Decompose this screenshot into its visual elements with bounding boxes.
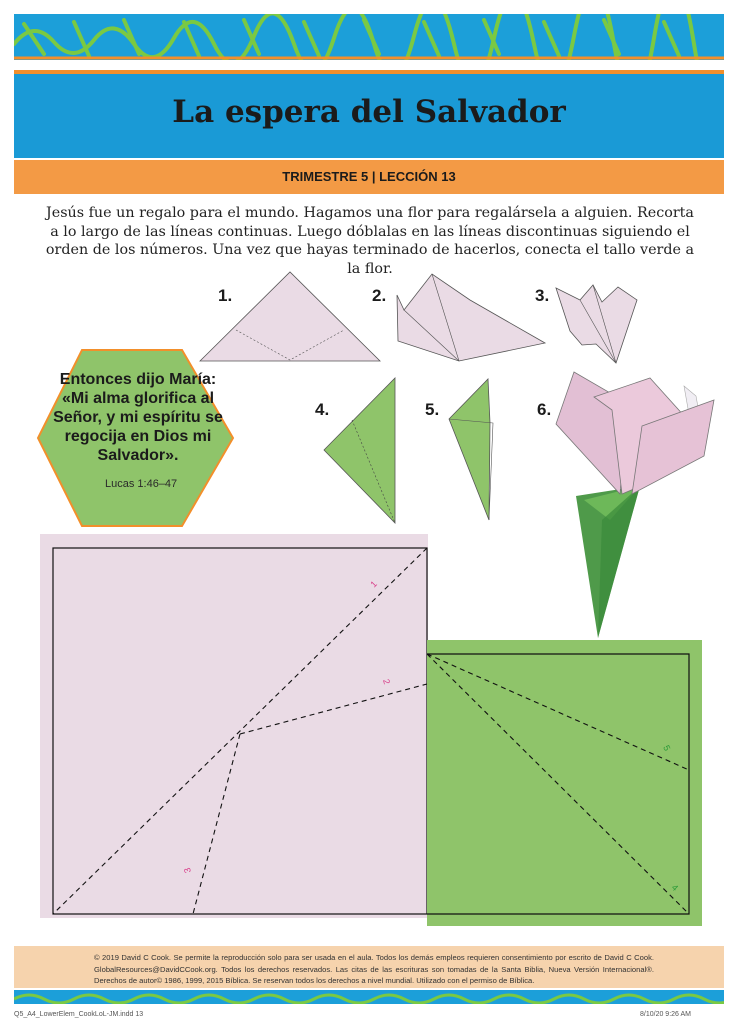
fold-label-5: 5 [661, 743, 673, 753]
fold-label-4: 4 [669, 882, 681, 893]
step-5-stem [449, 379, 493, 520]
footer-band [14, 946, 724, 988]
copyright-notice: © 2019 David C Cook. Se permite la reproducción solo para ser usada en el aula. Todos los demás empleos requieren consentimiento por escrito de David C Cook. GlobalResources@DavidCCook.org. Todos los derechos reservados. Las citas de las escrituras son tomadas de la Santa Biblia, Nueva Versión Internacional®. Derechos de autor© 1986, 1999, 2015 Bíblica. Se reservan todos los derechos a nivel mundial. Utilizado con el permiso de Bíblica. [94, 953, 654, 985]
pink-square-template [40, 534, 428, 918]
step-1-triangle [200, 272, 380, 361]
step-6-flower-image [556, 372, 714, 638]
step-number-4: 4. [315, 400, 330, 419]
fold-label-2: 2 [381, 677, 393, 686]
fold-label-3: 3 [181, 866, 193, 875]
step-number-5: 5. [425, 400, 440, 419]
fold-label-1: 1 [368, 578, 379, 590]
file-slug: Q5_A4_LowerElem_CookLoL-JM.indd 13 [14, 1011, 144, 1018]
step-number-6: 6. [537, 400, 552, 419]
step-number-3: 3. [535, 286, 550, 305]
verse-reference: Lucas 1:46–47 [105, 478, 178, 490]
step-4-stem [324, 378, 395, 523]
bottom-decorative-band [14, 990, 724, 1004]
date-slug: 8/10/20 9:26 AM [640, 1011, 691, 1018]
step-number-1: 1. [218, 286, 233, 305]
instructions-text: Jesús fue un regalo para el mundo. Hagamos una flor para regalársela a alguien. Recorta a lo largo de las líneas continuas. Luego dóblalas en las líneas discontinuas siguiendo el orden de los números. Una vez que hayas terminado de hacerlos, conecta el tallo verde a la flor. [45, 205, 695, 277]
step-2-folded [397, 274, 545, 361]
step-3-tulip [556, 285, 637, 363]
brush-stroke-pattern-bottom [14, 991, 724, 1004]
lesson-label: TRIMESTRE 5 | LECCIÓN 13 [282, 169, 456, 184]
green-square-template [427, 640, 702, 926]
verse-text: Entonces dijo María: «Mi alma glorifica al Señor, y mi espíritu se regocija en Dios mi Salvador». [53, 371, 223, 464]
step-number-2: 2. [372, 286, 387, 305]
page-title: La espera del Salvador [172, 94, 566, 130]
